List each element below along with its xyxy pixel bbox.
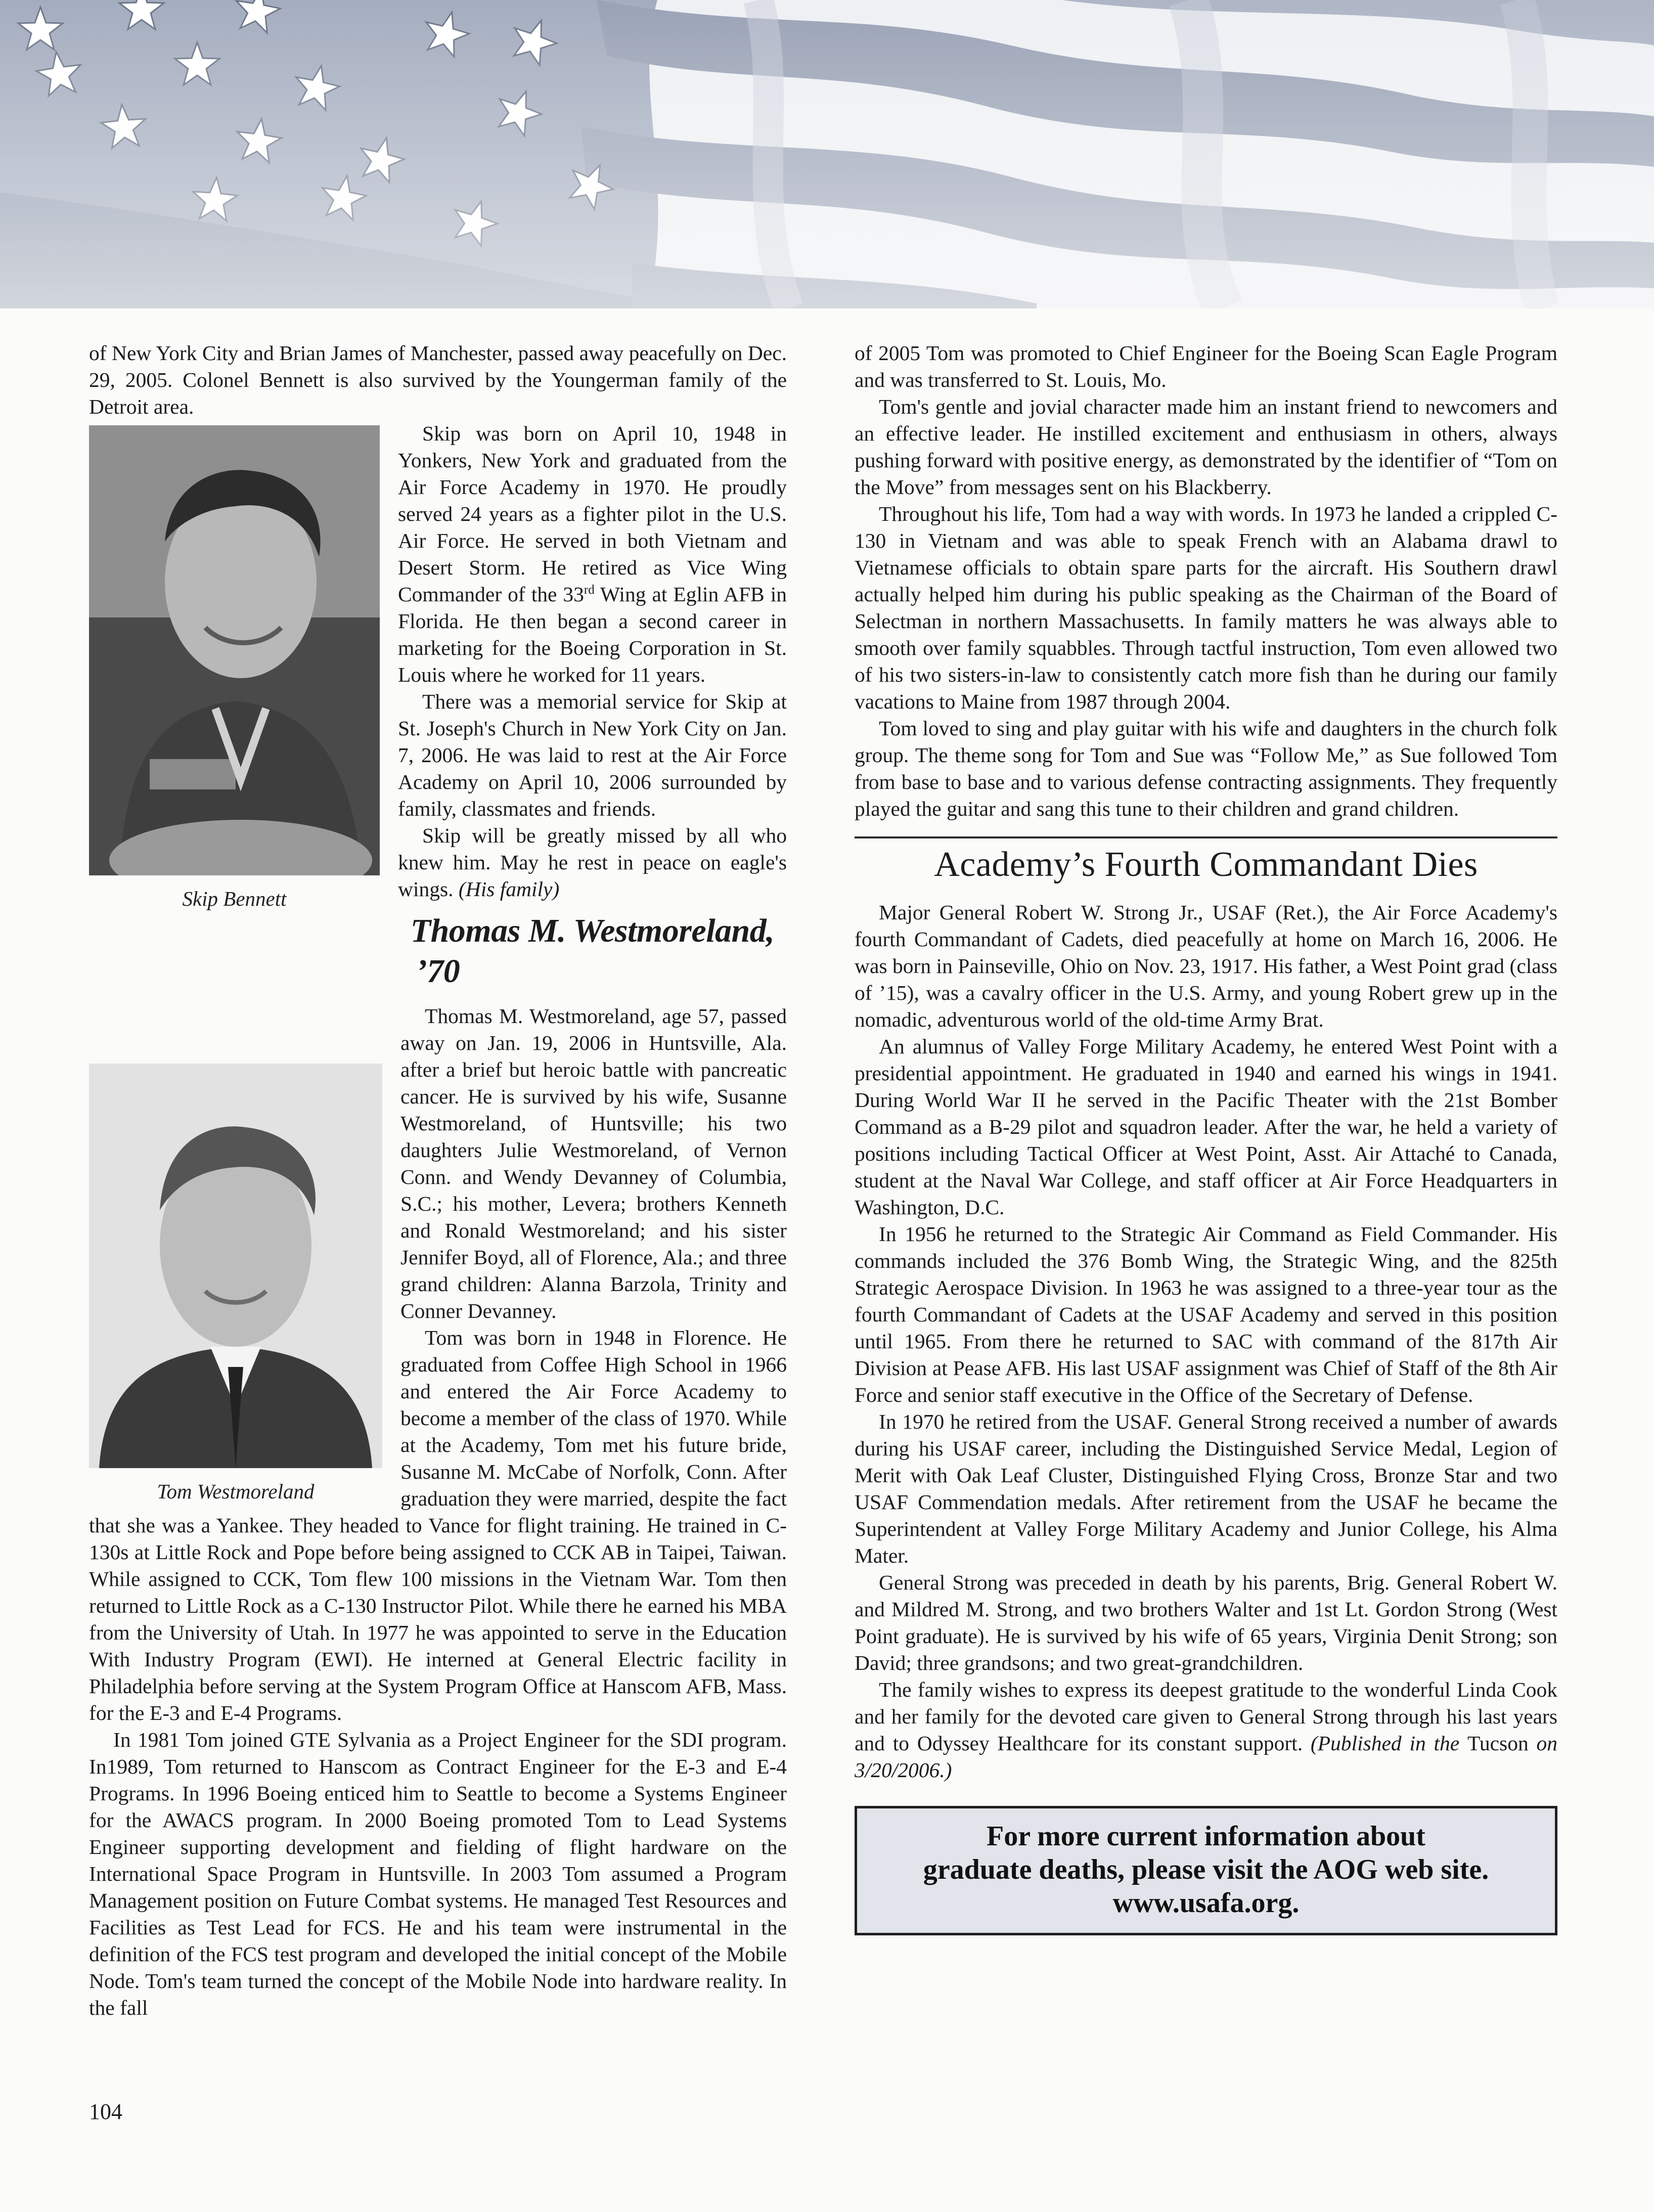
strong-paragraph-6-text: The family wishes to express its deepest gratitude to the wonderful Linda Cook and her family for the devoted care given to General Strong through his last years and to Odyssey Healthcare for its constant support. bbox=[855, 1678, 1557, 1755]
tom-photo-figure bbox=[89, 1064, 382, 1505]
skip-photo-caption: Skip Bennett bbox=[182, 887, 287, 910]
tom-obituary-heading: Thomas M. Westmoreland, ’70 bbox=[410, 912, 775, 990]
tom-paragraph-4: Tom's gentle and jovial character made him an instant friend to newcomers and an effective leader. He instilled excitement and enthusiasm in others, always pushing forward with positive energy, as demonstrated by the identifier of “Tom on the Move” from messages sent on his Blackberry. bbox=[855, 395, 1557, 499]
tom-paragraph-6: Tom loved to sing and play guitar with his wife and daughters in the church folk group. The theme song for Tom and Sue was “Follow Me,” as Sue followed Tom from base to base and to various defense contracting assignments. They frequently played the guitar and sang this tune to their children and grand children. bbox=[855, 717, 1557, 820]
skip-paragraph-3-text: Skip will be greatly missed by all who knew him. May he rest in peace on eagle's wings. bbox=[398, 824, 787, 901]
flag-banner bbox=[0, 0, 1654, 308]
skip-credit: (His family) bbox=[458, 877, 560, 901]
right-column bbox=[855, 340, 1557, 1935]
left-column bbox=[89, 340, 787, 2021]
skip-photo-figure bbox=[89, 425, 380, 912]
strong-paragraph-1: Major General Robert W. Strong Jr., USAF (Ret.), the Air Force Academy's fourth Commandant of Cadets, died peacefully at home on March 16, 2006. He was born in Painseville, Ohio on Nov. 23, 1917. His father, a West Point grad (class of ’15), was a cavalry officer in the U.S. Army, and young Robert grew up in the nomadic, adventurous world of the old-time Army Brat. bbox=[855, 901, 1557, 1031]
tom-paragraph-5: Throughout his life, Tom had a way with words. In 1973 he landed a crippled C-130 in Vietnam and was able to speak French with an Alabama drawl to Vietnamese officials to obtain spare parts for the aircraft. His Southern drawl actually helped him during his public speaking as the Chairman of the Board of Selectman in northern Massachusetts. In family matters he was always able to smooth over family squabbles. Through tactful instruction, Tom even allowed two of his two sisters-in-law to consistently catch more fish than he during our family vacations to Maine from 1987 through 2004. bbox=[855, 502, 1557, 713]
commandant-article-heading: Academy’s Fourth Commandant Dies bbox=[934, 845, 1478, 884]
credit-source: Tucson bbox=[1467, 1732, 1529, 1755]
credit-suffix: on 3/20/2006.) bbox=[855, 1732, 1557, 1782]
strong-paragraph-5: General Strong was preceded in death by his parents, Brig. General Robert W. and Mildred M. Strong, and two brothers Walter and 1st Lt. Gordon Strong (West Point graduate). He is survived by his wife of 65 years, Virginia Denit Strong; son David; three grandsons; and two great-grandchildren. bbox=[855, 1571, 1557, 1674]
info-line-1: For more current information about bbox=[987, 1821, 1425, 1852]
skip-lead-paragraph: of New York City and Brian James of Manchester, passed away peacefully on Dec. 29, 2005. Colonel Bennett is also survived by the Youngerman family of the Detroit area. bbox=[89, 341, 787, 418]
aog-info-box bbox=[855, 1806, 1557, 1935]
credit-prefix: (Published in the bbox=[1310, 1732, 1467, 1755]
page-number: 104 bbox=[89, 2099, 122, 2124]
tom-westmoreland-photo bbox=[89, 1064, 382, 1468]
strong-paragraph-4: In 1970 he retired from the USAF. General Strong received a number of awards during his USAF career, including the Distinguished Service Medal, Legion of Merit with Oak Leaf Cluster, Distinguished Flying Cross, Bronze Star and two USAF Commendation medals. After retirement from the USAF he became the Superintendent at Valley Forge Military Academy and Junior College, his Alma Mater. bbox=[855, 1410, 1557, 1567]
american-flag-image bbox=[0, 0, 1654, 308]
skip-paragraph-2: There was a memorial service for Skip at St. Joseph's Church in New York City on Jan. 7, 2006. He was laid to rest at the Air Force Academy on April 10, 2006 surrounded by family, classmates and friends. bbox=[398, 690, 787, 820]
tom-paragraph-3: In 1981 Tom joined GTE Sylvania as a Project Engineer for the SDI program. In1989, Tom returned to Hanscom as Contract Engineer for the E-3 and E-4 Programs. In 1996 Boeing enticed him to Seattle to become a Systems Engineer for the AWACS program. In 2000 Boeing promoted Tom to Lead Systems Engineer supporting development and fielding of flight hardware on the International Space Program in Huntsville. In 2003 Tom assumed a Program Management position on Future Combat systems. He managed Test Resources and Facilities as Test Lead for FCS. He and his team were instrumental in the definition of the FCS test program and developed the initial concept of the Mobile Node. Tom's team turned the concept of the Mobile Node into hardware reality. In the fall bbox=[89, 1728, 787, 2019]
tom-paragraph-3-continued: of 2005 Tom was promoted to Chief Engineer for the Boeing Scan Eagle Program and was transferred to St. Louis, Mo. bbox=[855, 341, 1557, 391]
tom-paragraph-2: Tom was born in 1948 in Florence. He graduated from Coffee High School in 1966 and entered the Air Force Academy to become a member of the class of 1970. While at the Academy, Tom met his future bride, Susanne M. McCabe of Norfolk, Conn. After graduation they were married, despite the fact that she was a Yankee. They headed to Vance for flight training. He trained in C-130s at Little Rock and Pope before being assigned to CCK AB in Taipei, Taiwan. While assigned to CCK, Tom flew 100 missions in the Vietnam War. Tom then returned to Little Rock as a C-130 Instructor Pilot. While there he earned his MBA from the University of Utah. In 1977 he was appointed to serve in the Education With Industry Program (EWI). He interned at General Electric facility in Philadelphia before serving at the System Program Office at Hanscom AFB, Mass. for the E-3 and E-4 Programs. bbox=[89, 1326, 787, 1724]
section-divider bbox=[855, 836, 1557, 838]
aog-website-link[interactable]: www.usafa.org. bbox=[1112, 1887, 1300, 1919]
info-line-2: graduate deaths, please visit the AOG web site. bbox=[923, 1854, 1489, 1885]
strong-paragraph-3: In 1956 he returned to the Strategic Air Command as Field Commander. His commands included the 376 Bomb Wing, the Strategic Wing, and the 825th Strategic Aerospace Division. In 1963 he was assigned to a three-year tour as the fourth Commandant of Cadets at the USAF Academy and served in this position until 1965. From there he returned to SAC with command of the 817th Air Division at Pease AFB. His last USAF assignment was Chief of Staff of the 8th Air Force and senior staff executive in the Office of the Secretary of Defense. bbox=[855, 1222, 1557, 1406]
portrait-skip-image bbox=[89, 425, 380, 875]
skip-paragraph-1-rest: Wing at Eglin AFB in Florida. He then began a second career in marketing for the Boeing Corporation in St. Louis where he worked for 11 years. bbox=[398, 583, 787, 686]
tom-photo-caption: Tom Westmoreland bbox=[157, 1480, 315, 1503]
strong-paragraph-6 bbox=[855, 1676, 1557, 1784]
ordinal-suffix: rd bbox=[584, 583, 595, 597]
strong-paragraph-2: An alumnus of Valley Forge Military Academy, he entered West Point with a presidential appointment. He graduated in 1940 and earned his wings in 1941. During World War II he served in the Pacific Theater with the 21st Bomber Command as a B-29 pilot and squadron leader. After the war, he held a variety of positions including Tactical Officer at West Point, Asst. Air Attaché to Canada, student at the Naval War College, and staff officer at Air Force Headquarters in Washington, D.C. bbox=[855, 1035, 1557, 1219]
tom-paragraph-1-text: Thomas M. Westmoreland, age 57, passed away on Jan. 19, 2006 in Huntsville, Ala. after a brief but heroic battle with pancreatic cancer. He is survived by his wife, Susanne Westmoreland, of Huntsville; his two daughters Julie Westmoreland, of Vernon Conn. and Wendy Devanney of Columbia, S.C.; his mother, Levera; brothers Kenneth and Ronald Westmoreland; and his sister Jennifer Boyd, all of Florence, Ala.; and three grand children: Alanna Barzola, Trinity and Conner Devanney. bbox=[400, 1004, 787, 1322]
portrait-tom-image bbox=[89, 1064, 382, 1468]
skip-bennett-photo bbox=[89, 425, 380, 875]
skip-paragraph-1-text: Skip was born on April 10, 1948 in Yonkers, New York and graduated from the Air Force Academy in 1970. He proudly served 24 years as a fighter pilot in the U.S. Air Force. He served in both Vietnam and Desert Storm. He retired as Vice Wing Commander of the 33 bbox=[398, 422, 787, 606]
